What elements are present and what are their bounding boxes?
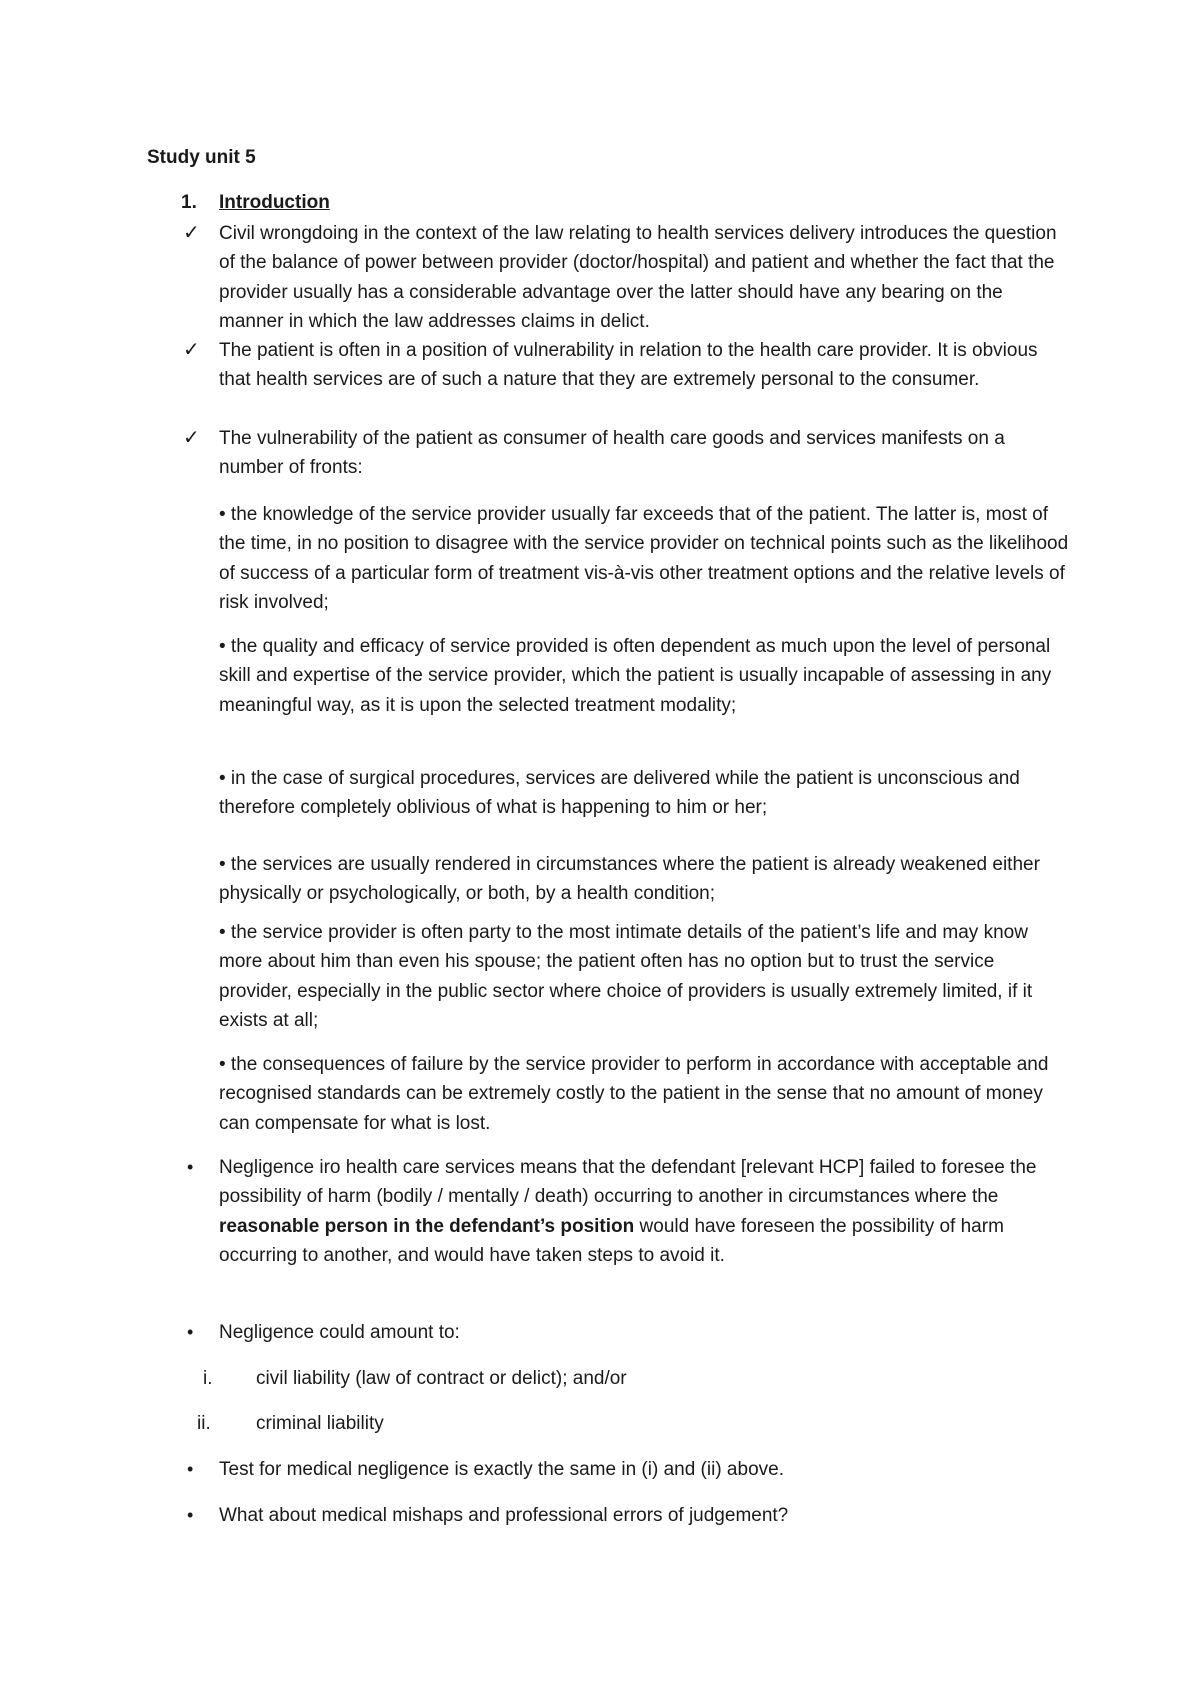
section-number: 1. xyxy=(181,192,197,213)
bullet-item-text: Negligence could amount to: xyxy=(219,1322,460,1343)
roman-item-text: criminal liability xyxy=(256,1413,384,1434)
negligence-text-bold: reasonable person in the defendant’s position xyxy=(219,1215,635,1237)
roman-numeral: i. xyxy=(203,1368,213,1389)
checkmark-icon: ✓ xyxy=(183,339,200,361)
checkmark-icon: ✓ xyxy=(183,222,200,244)
check-item-text: Civil wrongdoing in the context of the law relating to health services delivery introduces the question of the balance of power between provider (doctor/hospital) and patient and whether the fact that the provider usually has a considerable advantage over the latter should have any bearing on the manner in which the law addresses claims in delict. xyxy=(219,223,1057,332)
front-item: • the quality and efficacy of service provided is often dependent as much upon the level of personal skill and expertise of the service provider, which the patient is usually incapable of assessing in any meaningful way, as it is upon the selected treatment modality; xyxy=(219,636,1052,716)
front-item: • the consequences of failure by the service provider to perform in accordance with acceptable and recognised standards can be extremely costly to the patient in the sense that no amount of money can compensate for what is lost. xyxy=(219,1054,1049,1134)
negligence-text-before: Negligence iro health care services means that the defendant [relevant HCP] failed to foresee the possibility of harm (bodily / mentally / death) occurring to another in circumstances where the xyxy=(219,1157,1037,1208)
section-heading xyxy=(181,192,330,214)
front-item: • the knowledge of the service provider usually far exceeds that of the patient. The latter is, most of the time, in no position to disagree with the service provider on technical points such as the likelihood of success of a particular form of treatment vis-à-vis other treatment options and the relative levels of risk involved; xyxy=(219,504,1069,613)
section-heading-text: Introduction xyxy=(219,192,330,213)
bullet-item xyxy=(187,1318,1069,1347)
bullet-item xyxy=(187,1153,1069,1270)
check-item-text: The vulnerability of the patient as consumer of health care goods and services manifests on a number of fronts: xyxy=(219,428,1005,479)
front-item: • the service provider is often party to the most intimate details of the patient’s life and may know more about him than even his spouse; the patient often has no option but to trust the service provider, especially in the public sector where choice of providers is usually extremely limited, if it exists at all; xyxy=(219,922,1033,1031)
check-item xyxy=(183,219,1069,336)
bullet-icon: • xyxy=(187,1459,194,1479)
checkmark-icon: ✓ xyxy=(183,427,200,449)
bullet-icon: • xyxy=(187,1505,194,1525)
check-item xyxy=(183,336,1069,395)
roman-numeral: ii. xyxy=(197,1413,211,1434)
roman-item-text: civil liability (law of contract or delict); and/or xyxy=(256,1368,627,1389)
bullet-icon: • xyxy=(187,1157,194,1177)
front-item: • the services are usually rendered in circumstances where the patient is already weakened either physically or psychologically, or both, by a health condition; xyxy=(219,854,1040,905)
front-item: • in the case of surgical procedures, services are delivered while the patient is unconscious and therefore completely oblivious of what is happening to him or her; xyxy=(219,768,1020,819)
bullet-item xyxy=(187,1501,1069,1530)
document-title: Study unit 5 xyxy=(147,147,256,168)
bullet-item-text: What about medical mishaps and professional errors of judgement? xyxy=(219,1505,789,1526)
bullet-item-text: Test for medical negligence is exactly the same in (i) and (ii) above. xyxy=(219,1459,784,1480)
bullet-icon: • xyxy=(187,1322,194,1342)
check-item-text: The patient is often in a position of vulnerability in relation to the health care provider. It is obvious that health services are of such a nature that they are extremely personal to the consumer. xyxy=(219,340,1038,391)
check-item xyxy=(183,424,1069,483)
bullet-item xyxy=(187,1455,1069,1484)
negligence-text-after: would have foreseen the possibility of harm occurring to another, and would have taken steps to avoid it. xyxy=(219,1215,1004,1266)
